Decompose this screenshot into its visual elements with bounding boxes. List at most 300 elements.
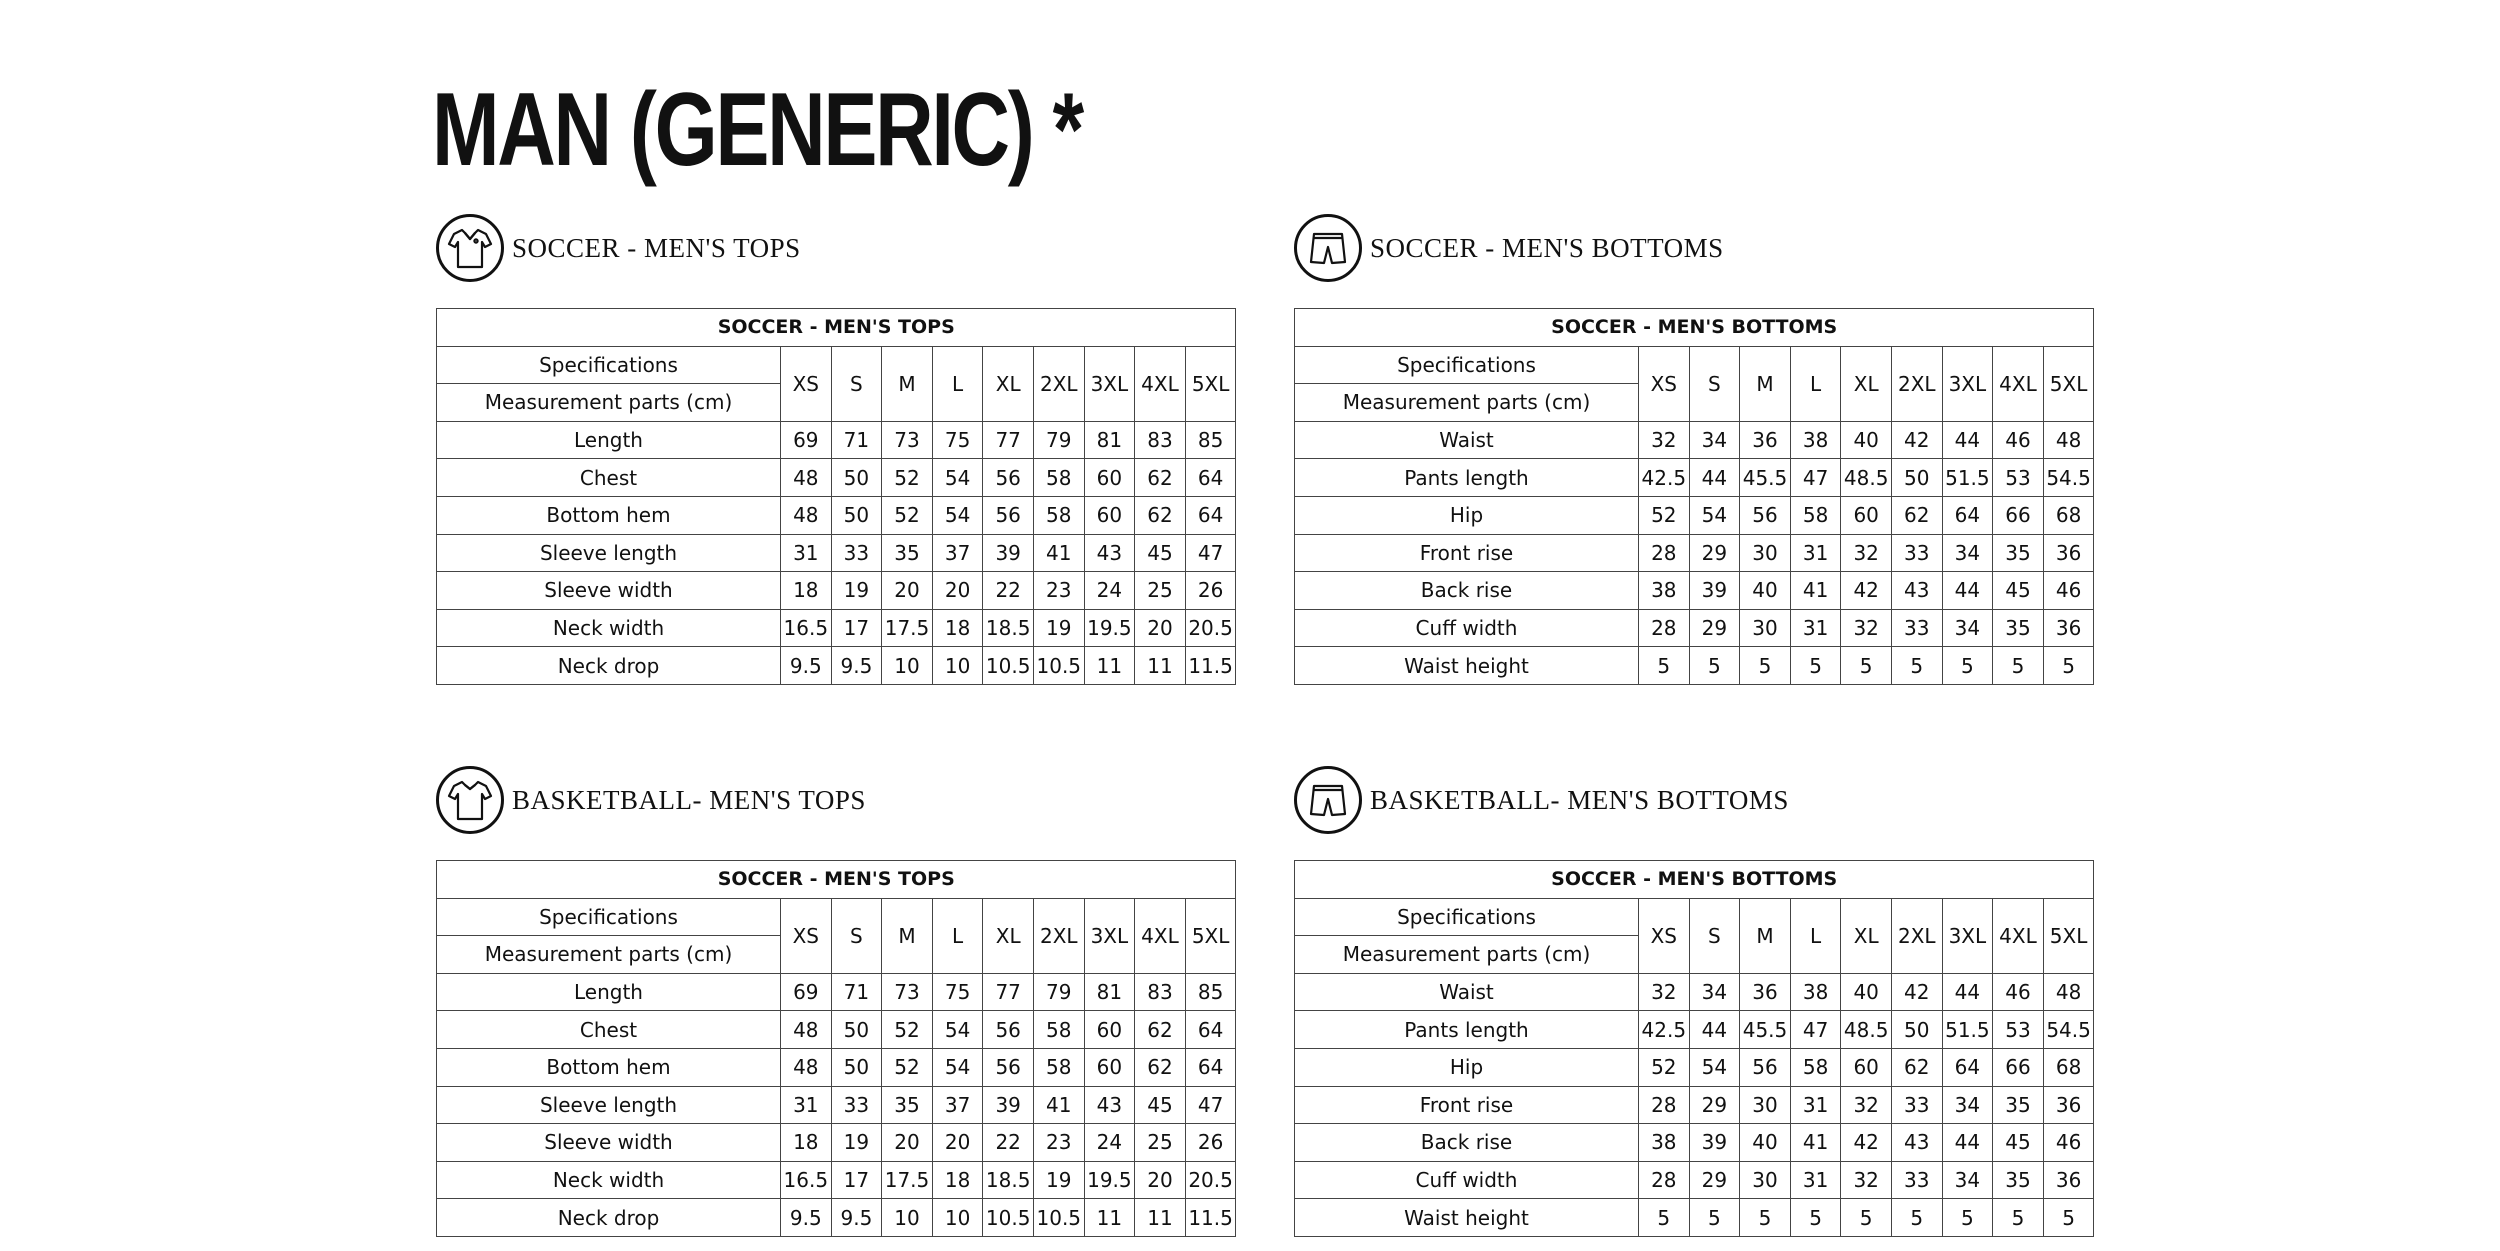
table-row bbox=[1295, 1048, 2094, 1086]
size-header: 4XL bbox=[1993, 898, 2044, 973]
table-cell: 10.5 bbox=[1033, 647, 1084, 685]
table-cell: 38 bbox=[1639, 572, 1690, 610]
size-header: M bbox=[882, 346, 933, 421]
table-cell: 52 bbox=[882, 459, 933, 497]
table-row bbox=[437, 421, 1236, 459]
table-cell: 35 bbox=[1993, 534, 2044, 572]
table-row bbox=[437, 609, 1236, 647]
table-row bbox=[437, 496, 1236, 534]
table-cell: 50 bbox=[831, 1048, 882, 1086]
table-cell: 69 bbox=[781, 421, 832, 459]
table-cell: 11.5 bbox=[1185, 1199, 1236, 1237]
table-cell: 42 bbox=[1891, 973, 1942, 1011]
table-cell: 77 bbox=[983, 973, 1034, 1011]
table-cell: 19 bbox=[1033, 609, 1084, 647]
table-cell: 50 bbox=[831, 1011, 882, 1049]
size-header: XL bbox=[983, 898, 1034, 973]
table-cell: 32 bbox=[1639, 973, 1690, 1011]
table-cell: 5 bbox=[1891, 647, 1942, 685]
table-cell: 5 bbox=[1639, 1199, 1690, 1237]
size-header: XS bbox=[1639, 346, 1690, 421]
table-cell: 48.5 bbox=[1841, 1011, 1892, 1049]
table-cell: 37 bbox=[932, 1086, 983, 1124]
table-cell: 44 bbox=[1942, 973, 1993, 1011]
size-header: XL bbox=[1841, 346, 1892, 421]
table-cell: 38 bbox=[1790, 973, 1841, 1011]
table-row bbox=[1295, 1124, 2094, 1162]
row-label: Neck width bbox=[437, 609, 781, 647]
table-cell: 20.5 bbox=[1185, 609, 1236, 647]
table-cell: 33 bbox=[1891, 609, 1942, 647]
table-cell: 17 bbox=[831, 609, 882, 647]
table-row bbox=[437, 534, 1236, 572]
table-cell: 40 bbox=[1841, 421, 1892, 459]
section-heading: SOCCER - MEN'S TOPS bbox=[512, 232, 801, 263]
row-label: Pants length bbox=[1295, 1011, 1639, 1049]
table-cell: 25 bbox=[1135, 1124, 1186, 1162]
table-cell: 50 bbox=[831, 459, 882, 497]
table-cell: 45.5 bbox=[1740, 1011, 1791, 1049]
size-header: S bbox=[831, 898, 882, 973]
table-cell: 54 bbox=[932, 496, 983, 534]
table-row bbox=[1295, 1161, 2094, 1199]
table-cell: 62 bbox=[1891, 496, 1942, 534]
table-cell: 47 bbox=[1185, 1086, 1236, 1124]
table-cell: 45 bbox=[1993, 572, 2044, 610]
size-section bbox=[436, 764, 1236, 1230]
table-cell: 42 bbox=[1841, 1124, 1892, 1162]
table-cell: 45 bbox=[1135, 1086, 1186, 1124]
size-header: 5XL bbox=[2043, 898, 2094, 973]
table-cell: 68 bbox=[2043, 496, 2094, 534]
table-row bbox=[437, 459, 1236, 497]
size-header: 5XL bbox=[1185, 898, 1236, 973]
table-cell: 48 bbox=[781, 1011, 832, 1049]
table-cell: 68 bbox=[2043, 1048, 2094, 1086]
table-cell: 37 bbox=[932, 534, 983, 572]
size-header: 3XL bbox=[1084, 346, 1135, 421]
size-header: M bbox=[1740, 898, 1791, 973]
table-cell: 5 bbox=[1891, 1199, 1942, 1237]
table-cell: 69 bbox=[781, 973, 832, 1011]
page-title: MAN (GENERIC) * bbox=[432, 72, 1082, 188]
row-label: Waist bbox=[1295, 421, 1639, 459]
table-cell: 43 bbox=[1084, 534, 1135, 572]
size-header: M bbox=[1740, 346, 1791, 421]
table-cell: 54 bbox=[932, 1011, 983, 1049]
table-cell: 5 bbox=[1841, 1199, 1892, 1237]
table-row bbox=[1295, 609, 2094, 647]
table-row bbox=[1295, 421, 2094, 459]
table-cell: 54.5 bbox=[2043, 459, 2094, 497]
table-cell: 85 bbox=[1185, 421, 1236, 459]
row-label: Sleeve length bbox=[437, 534, 781, 572]
table-cell: 16.5 bbox=[781, 609, 832, 647]
specifications-label: Specifications bbox=[1295, 898, 1639, 936]
table-cell: 54 bbox=[1689, 1048, 1740, 1086]
soccer-jersey-icon bbox=[436, 214, 504, 282]
table-cell: 38 bbox=[1790, 421, 1841, 459]
table-cell: 33 bbox=[1891, 534, 1942, 572]
table-cell: 23 bbox=[1033, 1124, 1084, 1162]
table-cell: 20 bbox=[1135, 1161, 1186, 1199]
row-label: Cuff width bbox=[1295, 1161, 1639, 1199]
table-cell: 33 bbox=[831, 1086, 882, 1124]
table-row bbox=[437, 1161, 1236, 1199]
table-title: SOCCER - MEN'S BOTTOMS bbox=[1295, 309, 2094, 347]
table-cell: 44 bbox=[1942, 572, 1993, 610]
table-cell: 58 bbox=[1033, 1011, 1084, 1049]
table-cell: 58 bbox=[1033, 1048, 1084, 1086]
table-cell: 5 bbox=[1740, 647, 1791, 685]
table-row bbox=[437, 1199, 1236, 1237]
table-cell: 31 bbox=[1790, 1086, 1841, 1124]
size-header: 3XL bbox=[1942, 898, 1993, 973]
table-cell: 47 bbox=[1790, 459, 1841, 497]
table-cell: 34 bbox=[1689, 973, 1740, 1011]
table-cell: 10.5 bbox=[983, 1199, 1034, 1237]
table-row bbox=[437, 1011, 1236, 1049]
section-header bbox=[436, 764, 1236, 836]
table-cell: 77 bbox=[983, 421, 1034, 459]
table-cell: 47 bbox=[1790, 1011, 1841, 1049]
table-cell: 5 bbox=[2043, 1199, 2094, 1237]
table-cell: 5 bbox=[2043, 647, 2094, 685]
table-cell: 62 bbox=[1891, 1048, 1942, 1086]
table-cell: 52 bbox=[882, 1048, 933, 1086]
table-cell: 54 bbox=[932, 1048, 983, 1086]
row-label: Chest bbox=[437, 459, 781, 497]
table-cell: 24 bbox=[1084, 1124, 1135, 1162]
table-cell: 35 bbox=[882, 534, 933, 572]
table-cell: 11 bbox=[1084, 647, 1135, 685]
table-cell: 29 bbox=[1689, 1161, 1740, 1199]
table-cell: 32 bbox=[1841, 1161, 1892, 1199]
size-header: 2XL bbox=[1033, 346, 1084, 421]
table-cell: 9.5 bbox=[831, 647, 882, 685]
table-cell: 26 bbox=[1185, 1124, 1236, 1162]
measurement-parts-label: Measurement parts (cm) bbox=[1295, 936, 1639, 974]
table-cell: 64 bbox=[1185, 459, 1236, 497]
row-label: Sleeve width bbox=[437, 1124, 781, 1162]
table-cell: 30 bbox=[1740, 609, 1791, 647]
table-row bbox=[1295, 1011, 2094, 1049]
row-label: Cuff width bbox=[1295, 609, 1639, 647]
table-cell: 39 bbox=[1689, 572, 1740, 610]
table-cell: 5 bbox=[1689, 647, 1740, 685]
table-cell: 9.5 bbox=[781, 647, 832, 685]
table-title: SOCCER - MEN'S TOPS bbox=[437, 309, 1236, 347]
size-header: 2XL bbox=[1891, 346, 1942, 421]
row-label: Front rise bbox=[1295, 534, 1639, 572]
table-cell: 62 bbox=[1135, 496, 1186, 534]
row-label: Length bbox=[437, 421, 781, 459]
size-table bbox=[436, 860, 1236, 1237]
table-cell: 44 bbox=[1942, 1124, 1993, 1162]
table-cell: 35 bbox=[1993, 1086, 2044, 1124]
table-row bbox=[1295, 1086, 2094, 1124]
table-cell: 60 bbox=[1084, 1048, 1135, 1086]
table-cell: 18 bbox=[781, 572, 832, 610]
size-header: 3XL bbox=[1942, 346, 1993, 421]
size-table bbox=[436, 308, 1236, 685]
table-cell: 64 bbox=[1942, 1048, 1993, 1086]
table-cell: 17 bbox=[831, 1161, 882, 1199]
row-label: Chest bbox=[437, 1011, 781, 1049]
table-cell: 29 bbox=[1689, 609, 1740, 647]
table-cell: 40 bbox=[1740, 1124, 1791, 1162]
table-cell: 64 bbox=[1185, 1011, 1236, 1049]
table-cell: 28 bbox=[1639, 609, 1690, 647]
table-cell: 79 bbox=[1033, 421, 1084, 459]
table-row bbox=[1295, 534, 2094, 572]
table-row bbox=[1295, 973, 2094, 1011]
table-row bbox=[1295, 459, 2094, 497]
row-label: Neck drop bbox=[437, 647, 781, 685]
table-cell: 48 bbox=[781, 1048, 832, 1086]
table-cell: 43 bbox=[1891, 1124, 1942, 1162]
table-cell: 73 bbox=[882, 421, 933, 459]
size-header: L bbox=[932, 346, 983, 421]
table-cell: 51.5 bbox=[1942, 459, 1993, 497]
table-cell: 5 bbox=[1942, 647, 1993, 685]
table-cell: 33 bbox=[1891, 1161, 1942, 1199]
table-cell: 39 bbox=[983, 1086, 1034, 1124]
table-cell: 30 bbox=[1740, 534, 1791, 572]
table-cell: 33 bbox=[831, 534, 882, 572]
table-cell: 71 bbox=[831, 973, 882, 1011]
row-label: Sleeve width bbox=[437, 572, 781, 610]
size-header: 4XL bbox=[1993, 346, 2044, 421]
section-heading: BASKETBALL- MEN'S BOTTOMS bbox=[1370, 784, 1789, 815]
size-header: XS bbox=[781, 898, 832, 973]
table-cell: 56 bbox=[983, 1048, 1034, 1086]
size-header: 5XL bbox=[1185, 346, 1236, 421]
table-cell: 11 bbox=[1135, 647, 1186, 685]
basketball-jersey-icon bbox=[436, 766, 504, 834]
table-cell: 19 bbox=[831, 1124, 882, 1162]
table-cell: 73 bbox=[882, 973, 933, 1011]
table-cell: 20.5 bbox=[1185, 1161, 1236, 1199]
row-label: Sleeve length bbox=[437, 1086, 781, 1124]
table-cell: 66 bbox=[1993, 1048, 2044, 1086]
table-cell: 11.5 bbox=[1185, 647, 1236, 685]
table-cell: 9.5 bbox=[781, 1199, 832, 1237]
size-header: XS bbox=[781, 346, 832, 421]
table-cell: 9.5 bbox=[831, 1199, 882, 1237]
table-cell: 56 bbox=[983, 459, 1034, 497]
table-cell: 66 bbox=[1993, 496, 2044, 534]
table-cell: 60 bbox=[1084, 1011, 1135, 1049]
size-header: XS bbox=[1639, 898, 1690, 973]
table-row bbox=[1295, 1199, 2094, 1237]
size-header: 3XL bbox=[1084, 898, 1135, 973]
row-label: Waist height bbox=[1295, 1199, 1639, 1237]
table-cell: 81 bbox=[1084, 421, 1135, 459]
table-cell: 18 bbox=[932, 609, 983, 647]
table-cell: 58 bbox=[1790, 496, 1841, 534]
row-label: Pants length bbox=[1295, 459, 1639, 497]
table-cell: 48 bbox=[781, 459, 832, 497]
table-cell: 71 bbox=[831, 421, 882, 459]
size-header: L bbox=[1790, 898, 1841, 973]
table-cell: 62 bbox=[1135, 1048, 1186, 1086]
table-cell: 10 bbox=[882, 647, 933, 685]
table-cell: 17.5 bbox=[882, 1161, 933, 1199]
size-header: 4XL bbox=[1135, 898, 1186, 973]
table-cell: 5 bbox=[1689, 1199, 1740, 1237]
size-header: L bbox=[1790, 346, 1841, 421]
table-cell: 83 bbox=[1135, 973, 1186, 1011]
table-cell: 42.5 bbox=[1639, 459, 1690, 497]
table-cell: 62 bbox=[1135, 459, 1186, 497]
table-cell: 11 bbox=[1135, 1199, 1186, 1237]
table-cell: 52 bbox=[882, 1011, 933, 1049]
table-cell: 10 bbox=[932, 647, 983, 685]
table-cell: 28 bbox=[1639, 1161, 1690, 1199]
table-cell: 20 bbox=[1135, 609, 1186, 647]
table-cell: 34 bbox=[1942, 609, 1993, 647]
size-header: M bbox=[882, 898, 933, 973]
table-cell: 10.5 bbox=[1033, 1199, 1084, 1237]
table-cell: 32 bbox=[1841, 609, 1892, 647]
table-cell: 54.5 bbox=[2043, 1011, 2094, 1049]
table-cell: 31 bbox=[781, 1086, 832, 1124]
table-cell: 16.5 bbox=[781, 1161, 832, 1199]
row-label: Waist bbox=[1295, 973, 1639, 1011]
table-cell: 5 bbox=[1790, 647, 1841, 685]
table-cell: 36 bbox=[2043, 609, 2094, 647]
table-cell: 39 bbox=[1689, 1124, 1740, 1162]
shorts-icon bbox=[1294, 214, 1362, 282]
table-cell: 18 bbox=[932, 1161, 983, 1199]
table-cell: 29 bbox=[1689, 534, 1740, 572]
size-header: XL bbox=[983, 346, 1034, 421]
table-cell: 54 bbox=[1689, 496, 1740, 534]
table-cell: 48.5 bbox=[1841, 459, 1892, 497]
table-cell: 18.5 bbox=[983, 609, 1034, 647]
table-cell: 5 bbox=[1841, 647, 1892, 685]
table-cell: 41 bbox=[1033, 1086, 1084, 1124]
size-section bbox=[1294, 212, 2094, 678]
table-cell: 52 bbox=[1639, 496, 1690, 534]
table-cell: 53 bbox=[1993, 1011, 2044, 1049]
table-cell: 5 bbox=[1993, 1199, 2044, 1237]
table-cell: 62 bbox=[1135, 1011, 1186, 1049]
row-label: Neck drop bbox=[437, 1199, 781, 1237]
row-label: Hip bbox=[1295, 1048, 1639, 1086]
table-cell: 18.5 bbox=[983, 1161, 1034, 1199]
measurement-parts-label: Measurement parts (cm) bbox=[437, 936, 781, 974]
row-label: Back rise bbox=[1295, 1124, 1639, 1162]
section-header bbox=[1294, 212, 2094, 284]
table-cell: 41 bbox=[1033, 534, 1084, 572]
size-header: 5XL bbox=[2043, 346, 2094, 421]
table-cell: 46 bbox=[1993, 421, 2044, 459]
table-cell: 75 bbox=[932, 973, 983, 1011]
table-cell: 19 bbox=[831, 572, 882, 610]
table-cell: 29 bbox=[1689, 1086, 1740, 1124]
size-header: S bbox=[831, 346, 882, 421]
row-label: Hip bbox=[1295, 496, 1639, 534]
table-cell: 56 bbox=[1740, 1048, 1791, 1086]
table-cell: 36 bbox=[2043, 534, 2094, 572]
table-cell: 28 bbox=[1639, 534, 1690, 572]
table-cell: 46 bbox=[2043, 1124, 2094, 1162]
table-cell: 79 bbox=[1033, 973, 1084, 1011]
table-cell: 31 bbox=[1790, 609, 1841, 647]
table-cell: 43 bbox=[1084, 1086, 1135, 1124]
size-section bbox=[1294, 764, 2094, 1230]
row-label: Bottom hem bbox=[437, 1048, 781, 1086]
table-cell: 64 bbox=[1185, 496, 1236, 534]
table-cell: 19.5 bbox=[1084, 609, 1135, 647]
size-header: L bbox=[932, 898, 983, 973]
table-cell: 30 bbox=[1740, 1086, 1791, 1124]
table-cell: 56 bbox=[1740, 496, 1791, 534]
table-cell: 36 bbox=[2043, 1086, 2094, 1124]
measurement-parts-label: Measurement parts (cm) bbox=[437, 384, 781, 422]
section-header bbox=[1294, 764, 2094, 836]
table-row bbox=[437, 572, 1236, 610]
table-cell: 48 bbox=[2043, 421, 2094, 459]
table-cell: 35 bbox=[882, 1086, 933, 1124]
table-cell: 17.5 bbox=[882, 609, 933, 647]
table-cell: 28 bbox=[1639, 1086, 1690, 1124]
table-cell: 60 bbox=[1084, 496, 1135, 534]
table-cell: 32 bbox=[1841, 534, 1892, 572]
table-cell: 51.5 bbox=[1942, 1011, 1993, 1049]
table-cell: 42 bbox=[1841, 572, 1892, 610]
specifications-label: Specifications bbox=[1295, 346, 1639, 384]
table-cell: 64 bbox=[1942, 496, 1993, 534]
table-cell: 54 bbox=[932, 459, 983, 497]
row-label: Length bbox=[437, 973, 781, 1011]
table-cell: 53 bbox=[1993, 459, 2044, 497]
table-cell: 50 bbox=[831, 496, 882, 534]
size-header: 2XL bbox=[1033, 898, 1084, 973]
size-header: S bbox=[1689, 346, 1740, 421]
table-row bbox=[437, 1048, 1236, 1086]
table-cell: 40 bbox=[1841, 973, 1892, 1011]
table-cell: 40 bbox=[1740, 572, 1791, 610]
table-cell: 5 bbox=[1740, 1199, 1791, 1237]
table-cell: 22 bbox=[983, 1124, 1034, 1162]
table-row bbox=[1295, 496, 2094, 534]
table-cell: 44 bbox=[1689, 459, 1740, 497]
table-cell: 11 bbox=[1084, 1199, 1135, 1237]
specifications-label: Specifications bbox=[437, 346, 781, 384]
table-cell: 45.5 bbox=[1740, 459, 1791, 497]
table-cell: 35 bbox=[1993, 1161, 2044, 1199]
specifications-label: Specifications bbox=[437, 898, 781, 936]
table-cell: 75 bbox=[932, 421, 983, 459]
table-cell: 41 bbox=[1790, 1124, 1841, 1162]
table-cell: 39 bbox=[983, 534, 1034, 572]
table-cell: 60 bbox=[1841, 1048, 1892, 1086]
table-title: SOCCER - MEN'S TOPS bbox=[437, 861, 1236, 899]
table-title: SOCCER - MEN'S BOTTOMS bbox=[1295, 861, 2094, 899]
table-cell: 50 bbox=[1891, 1011, 1942, 1049]
table-cell: 48 bbox=[2043, 973, 2094, 1011]
section-heading: BASKETBALL- MEN'S TOPS bbox=[512, 784, 866, 815]
table-cell: 35 bbox=[1993, 609, 2044, 647]
table-cell: 10 bbox=[932, 1199, 983, 1237]
table-cell: 25 bbox=[1135, 572, 1186, 610]
table-cell: 5 bbox=[1942, 1199, 1993, 1237]
table-cell: 32 bbox=[1639, 421, 1690, 459]
table-cell: 58 bbox=[1033, 496, 1084, 534]
